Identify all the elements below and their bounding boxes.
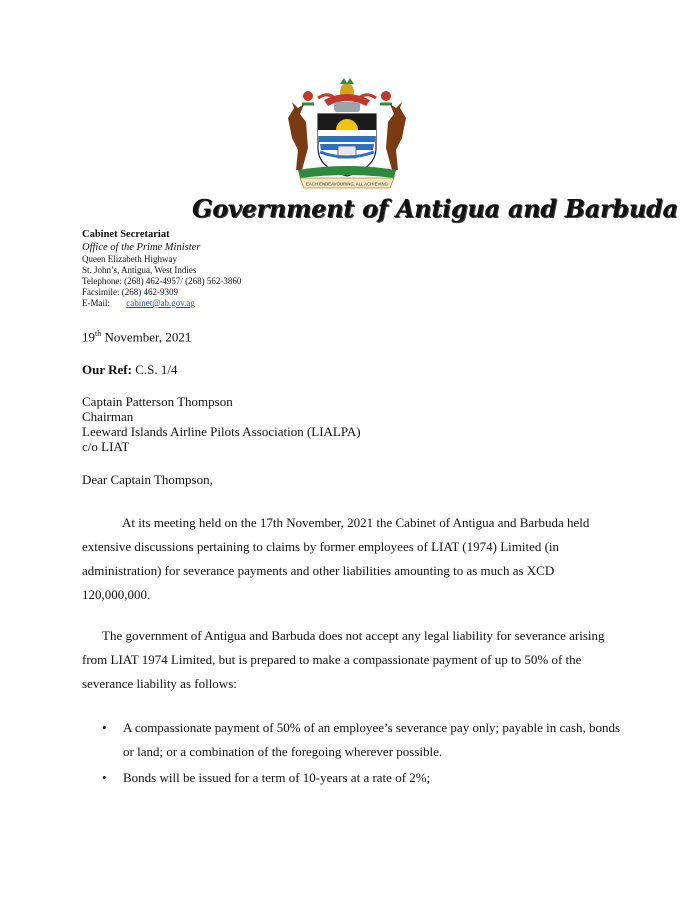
list-item (82, 766, 622, 790)
government-title: Government of Antigua and Barbuda (192, 194, 678, 223)
crest-motto: EACH ENDEAVOURING, ALL ACHIEVING (306, 181, 388, 187)
sender-office: Office of the Prime Minister (82, 242, 201, 253)
paragraph-2 (82, 624, 616, 696)
bullet-list (82, 716, 622, 790)
sender-department: Cabinet Secretariat (82, 229, 170, 240)
ref-label: Our Ref: (82, 362, 132, 377)
bullet-glyph: • (102, 770, 107, 785)
date-suffix: th (95, 329, 102, 338)
recipient-organization: Leeward Islands Airline Pilots Association (LIALPA) (82, 424, 361, 439)
bullet-text: Bonds will be issued for a term of 10-years at a rate of 2%; (123, 770, 431, 785)
sender-telephone: Telephone: (268) 462-4957/ (268) 562-3860 (82, 276, 242, 286)
recipient-block (82, 394, 361, 454)
sender-email-row (82, 298, 241, 309)
bullet-glyph: • (102, 720, 107, 735)
recipient-title: Chairman (82, 409, 134, 424)
letter-date (82, 329, 191, 345)
letter-reference (82, 362, 177, 378)
bullet-text: A compassionate payment of 50% of an employee’s severance pay only; payable in cash, bonds or land; or a combination of the foregoing wherever possible. (123, 720, 621, 759)
ref-value: C.S. 1/4 (131, 362, 178, 377)
sender-email-label: E-Mail: (82, 298, 110, 308)
coat-of-arms-icon (278, 78, 416, 190)
date-day: 19 (82, 329, 95, 345)
list-item (82, 716, 622, 764)
paragraph-1 (82, 511, 616, 607)
sender-address-line1: Queen Elizabeth Highway (82, 254, 177, 264)
date-rest: November, 2021 (101, 329, 192, 345)
sender-email-link[interactable]: cabinet@ab.gov.ag (126, 298, 195, 308)
paragraph-1-text: At its meeting held on the 17th November, 2021 the Cabinet of Antigua and Barbuda held extensive discussions pertaining to claims by former employees of LIAT (1974) Limited (in administration) for severance payments and other liabilities amounting to as much as XCD 120,000,000. (82, 515, 590, 602)
sender-block (82, 228, 241, 309)
paragraph-2-text: The government of Antigua and Barbuda does not accept any legal liability for severance arising from LIAT 1974 Limited, but is prepared to make a compassionate payment of up to 50% of the severance liability as follows: (82, 628, 605, 691)
salutation: Dear Captain Thompson, (82, 472, 213, 487)
sender-address-line2: St. John’s, Antigua, West Indies (82, 265, 197, 275)
sender-facsimile: Facsimile: (268) 462-9309 (82, 287, 178, 297)
recipient-care-of: c/o LIAT (82, 439, 130, 454)
recipient-name: Captain Patterson Thompson (82, 394, 233, 409)
